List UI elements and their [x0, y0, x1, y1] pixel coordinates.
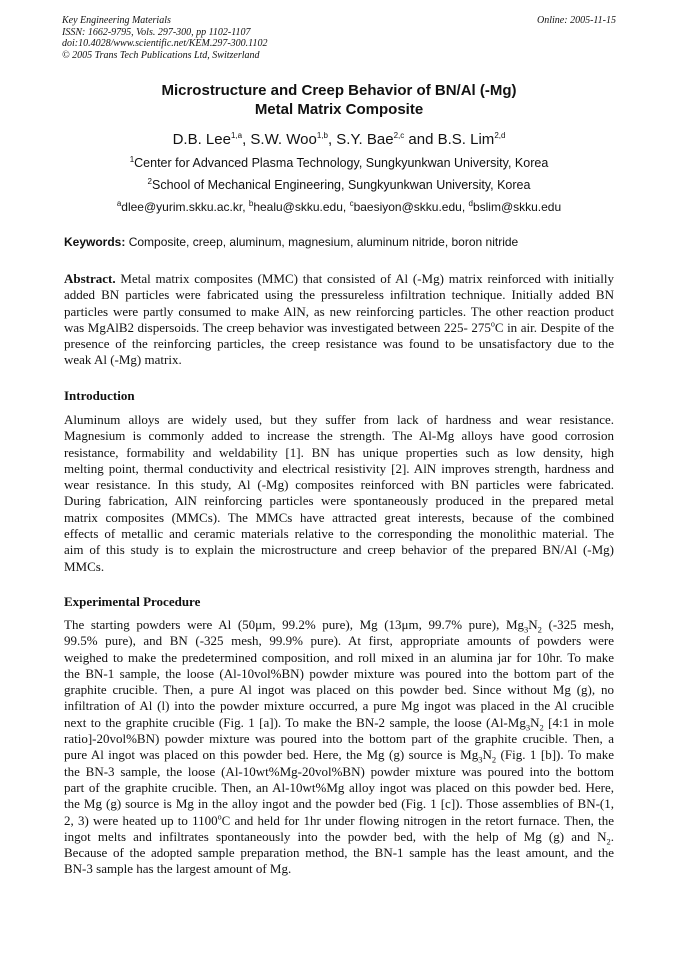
email-sup: c — [349, 199, 354, 208]
author-list — [62, 131, 616, 148]
author-separator: , — [327, 131, 337, 148]
exp-line: next to the graphite crucible (Fig. 1 [a]). To make the BN-2 sample, the loose (Al-Mg — [64, 714, 526, 730]
exp-text: N — [530, 714, 540, 730]
exp-text: (Fig. 1 [b]). To make — [496, 747, 614, 763]
intro-line: MMCs. — [64, 558, 105, 574]
email-line: $^a$dlee@yurim.skku.ac.kr, $^b$healu@skku.edu, $^c$baesiyon@skku.edu, $^d$bslim@skku.edu — [116, 199, 562, 214]
affiliation-2 — [62, 178, 616, 192]
subscript: 2 — [537, 624, 542, 635]
abstract-line: was MgAlB2 dispersoids. The creep behavior was investigated between 225- 275 — [64, 319, 491, 335]
exp-line: ratio]-20vol%BN) powder mixture was poured into the bottom part of the graphite crucible. Then, a — [64, 731, 614, 747]
subscript: 3 — [524, 624, 529, 635]
title-line-1: Microstructure and Creep Behavior of BN/Al (-Mg) — [161, 82, 517, 99]
exp-line: weighed to make the predetermined composition, and roll mixed in an alumina jar for 10hr. To make — [64, 649, 614, 665]
exp-line: infiltration of Al (l) into the powder mixture occurred, a pure Mg ingot was placed in the Al crucible — [64, 698, 614, 714]
subscript: 3 — [478, 754, 483, 765]
affiliation-sup: 2 — [147, 176, 152, 186]
author-sup: 2,c — [393, 131, 405, 140]
keywords-text: Composite, creep, aluminum, magnesium, aluminum nitride, boron nitride — [128, 235, 519, 249]
affiliation-sup: 1 — [129, 154, 135, 164]
issn-line: ISSN: 1662-9795, Vols. 297-300, pp 1102-1107 — [62, 26, 251, 38]
email-address[interactable]: dlee@yurim.skku.ac.kr — [121, 200, 243, 214]
exp-line: Because of the adopted sample preparation method, the BN-1 sample has the least amount, and the — [64, 845, 614, 861]
email-sup: b — [248, 199, 254, 208]
journal-header — [62, 15, 616, 61]
exp-line: 99.5% pure), and BN (-325 mesh, 99.9% pure). At first, appropriate amounts of powders were — [64, 633, 614, 649]
abstract-line: weak Al (-Mg) matrix. — [64, 352, 182, 368]
exp-text: C and held for 1hr under flowing nitrogen in the retort furnace. Then, the — [221, 812, 614, 828]
experimental-body — [64, 617, 614, 878]
email-sup: d — [468, 199, 473, 208]
email-address[interactable]: healu@skku.edu — [253, 200, 343, 214]
introduction-body — [64, 412, 614, 575]
exp-text: N — [528, 617, 538, 632]
copyright-line: © 2005 Trans Tech Publications Ltd, Switzerland — [62, 49, 260, 61]
abstract-line-tail: C in air. Despite of the — [494, 319, 615, 335]
intro-line: wear resistance. In this study, Al (-Mg) composites reinforced with BN particles were fabricated. — [64, 477, 614, 493]
abstract-label: Abstract. — [64, 271, 116, 286]
exp-line: 2, 3) were heated up to 1100 — [64, 812, 218, 828]
intro-line: Magnesium is commonly added to increase the strength. The Al-Mg alloys have good corrosion — [64, 428, 614, 444]
abstract — [64, 271, 614, 369]
keywords — [64, 235, 618, 249]
abstract-line: particles were partly consumed to make AlN, as new reinforcing particles. The other reaction product — [64, 303, 614, 319]
subscript: 3 — [525, 722, 531, 733]
author-name: S.Y. Bae — [336, 131, 394, 148]
author-conjunction: and — [404, 131, 438, 148]
affiliation-text: School of Mechanical Engineering, Sungkyunkwan University, Korea — [152, 178, 531, 192]
degree-sup: o — [490, 319, 495, 329]
abstract-line: Metal matrix composites (MMC) that consisted of Al (-Mg) matrix reinforced with initially — [115, 271, 614, 286]
intro-line: resistance, formability and weldability [1]. BN has unique properties such as low density, high — [64, 444, 614, 460]
online-date: Online: 2005-11-15 — [537, 15, 616, 26]
exp-text: . — [610, 828, 614, 844]
affiliation-text: Center for Advanced Plasma Technology, Sungkyunkwan University, Korea — [134, 156, 549, 170]
keywords-label: Keywords: — [64, 235, 126, 249]
title-line-2: Metal Matrix Composite — [254, 101, 424, 118]
exp-line: pure Al ingot was placed on this powder bed. Here, the Mg (g) source is Mg — [64, 747, 479, 763]
exp-text: [4:1 in mole — [543, 714, 615, 730]
intro-line: During fabrication, AlN reinforcing particles were spontaneously produced in the prepared metal — [64, 493, 614, 509]
intro-line: effects of metallic and ceramic materials relative to the corresponding the monolithic material. The — [64, 526, 614, 542]
author-name: D.B. Lee — [172, 131, 231, 148]
exp-line: graphite crucible. Then, a pure Al ingot was placed on this powder bed. Since without Mg (g), no — [64, 682, 614, 698]
exp-text: (-325 mesh, — [541, 617, 614, 632]
subscript: 2 — [539, 722, 544, 733]
paper-title — [62, 81, 616, 119]
degree-sup: o — [217, 812, 222, 822]
exp-line: the BN-3 sample, the loose (Al-10wt%Mg-20vol%BN) powder mixture was poured into the bottom — [64, 763, 614, 779]
intro-line: melting point, thermal conductivity and electrical resistivity [2]. AlN improves strength, hardness and — [64, 460, 614, 476]
exp-text: N — [482, 747, 492, 763]
exp-line: BN-3 sample has the largest amount of Mg. — [64, 861, 292, 877]
exp-line: ingot melts and infiltrates spontaneously into the powder bed, with the help of Mg (g) and N — [64, 828, 607, 844]
intro-line: aim of this study is to explain the microstructure and creep behavior of the prepared BN/Al (-Mg) — [64, 542, 614, 558]
author-separator: , — [242, 131, 251, 148]
exp-line: the Mg (g) source is Mg in the alloy ingot and the powder bed (Fig. 1 [c]). Those assemblies of BN-(1, — [64, 796, 614, 812]
author-sup: 1,a — [230, 131, 243, 140]
author-sup: 1,b — [316, 131, 328, 140]
author-sup: 2,d — [494, 131, 506, 140]
introduction-heading: Introduction — [64, 388, 135, 403]
intro-line: Aluminum alloys are widely used, but they suffer from lack of hardness and wear resistance. — [64, 412, 614, 427]
exp-line: the BN-1 sample, the loose (Al-10vol%BN) powder mixture was poured into the bottom part of the — [64, 665, 614, 681]
affiliation-1 — [62, 156, 616, 170]
email-address[interactable]: bslim@skku.edu — [472, 200, 562, 214]
author-name: S.W. Woo — [250, 131, 317, 148]
journal-name: Key Engineering Materials — [62, 15, 171, 26]
doi-line: doi:10.4028/www.scientific.net/KEM.297-300.1102 — [62, 38, 268, 49]
subscript: 2 — [491, 754, 497, 765]
experimental-heading: Experimental Procedure — [64, 594, 201, 609]
exp-line: part of the graphite crucible. Then, an Al-10wt%Mg alloy ingot was placed on this powder bed. Here, — [64, 779, 614, 795]
subscript: 2 — [606, 836, 611, 847]
exp-line: The starting powders were Al (50μm, 99.2% pure), Mg (13μm, 99.7% pure), Mg — [64, 617, 525, 632]
abstract-line: presence of the reinforcing particles, the creep resistance was found to be unsatisfactory due to the — [64, 336, 614, 352]
intro-line: matrix composites (MMCs). The MMCs have attracted great interests, because of the combined — [64, 509, 614, 525]
email-address[interactable]: baesiyon@skku.edu — [353, 200, 462, 214]
abstract-line: added BN particles were fabricated using the pressureless infiltration technique. Initially added BN — [64, 287, 614, 303]
author-name: B.S. Lim — [437, 131, 495, 148]
email-sup: a — [116, 199, 122, 208]
